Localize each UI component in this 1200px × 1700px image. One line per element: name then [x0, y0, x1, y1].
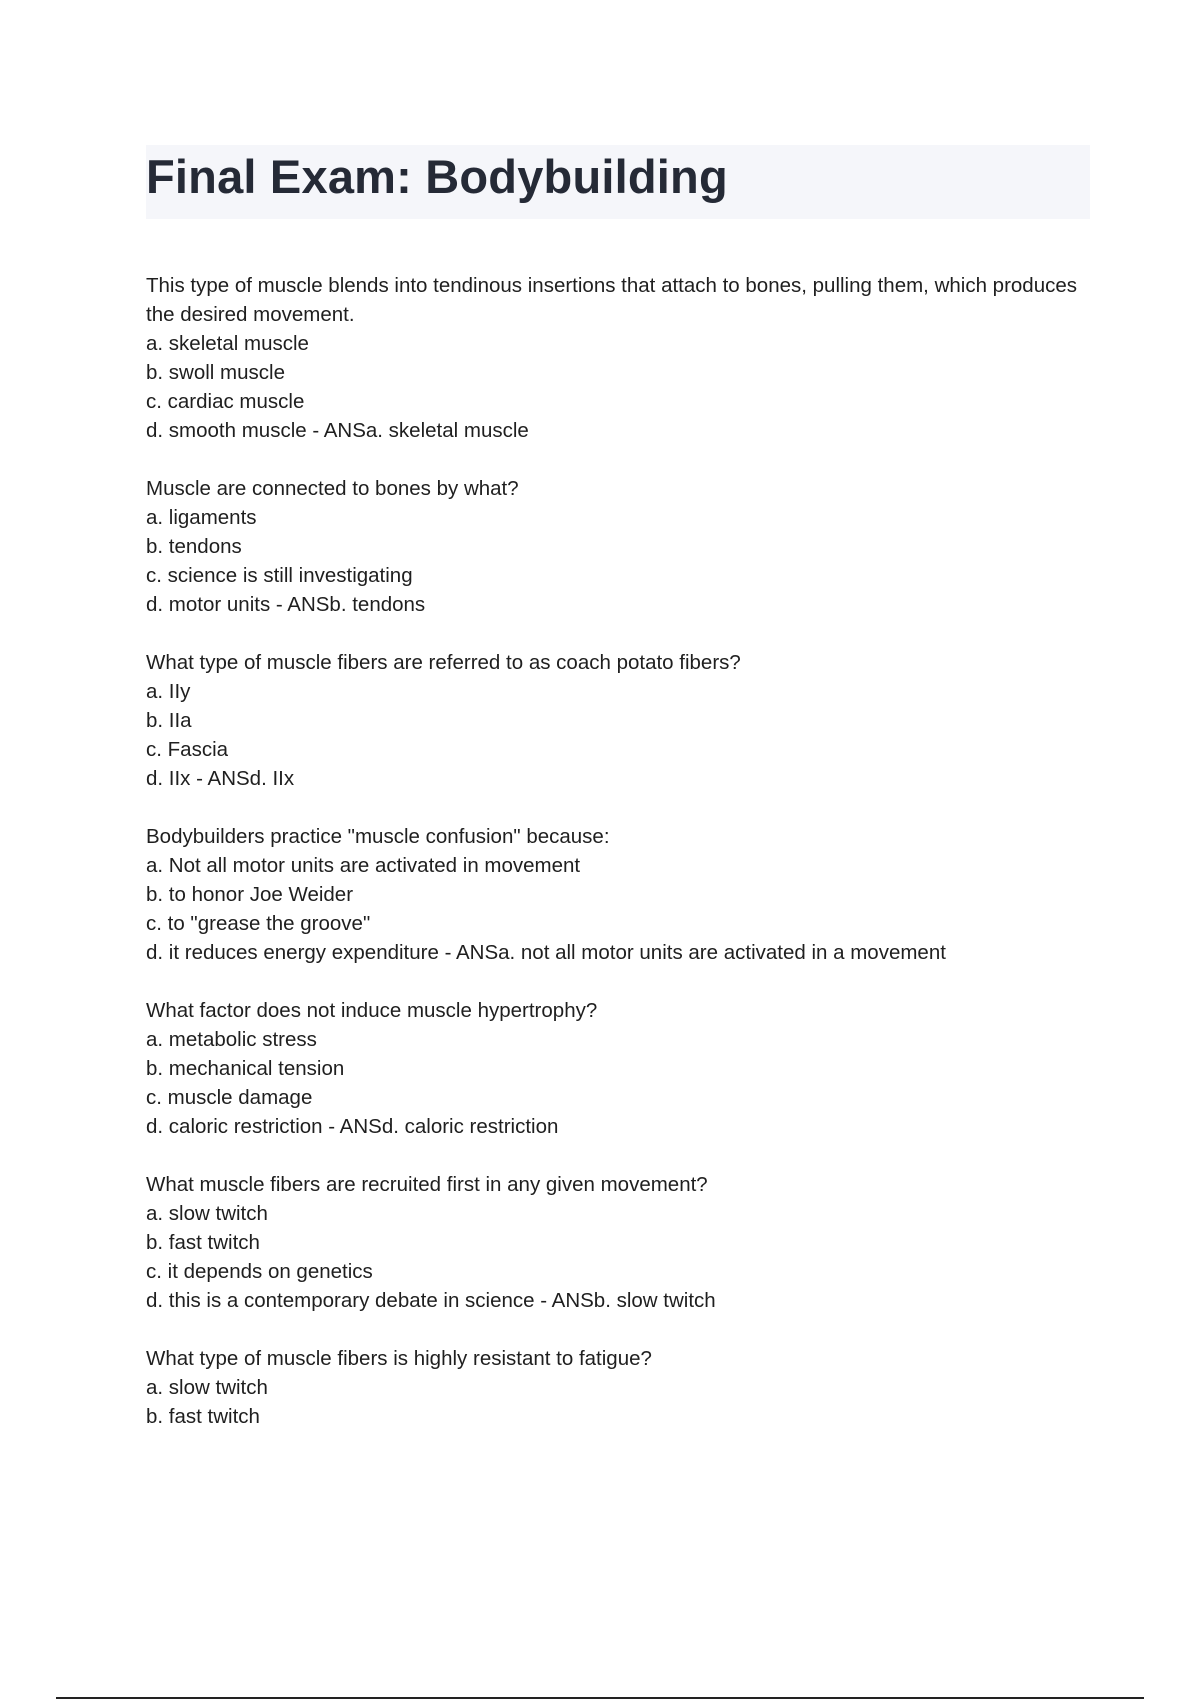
question-prompt: Bodybuilders practice "muscle confusion" because: — [146, 825, 610, 848]
answer-option: d. it reduces energy expenditure - ANSa. not all motor units are activated in a movement — [146, 941, 946, 964]
answer-option: a. metabolic stress — [146, 1028, 317, 1051]
answer-option: c. muscle damage — [146, 1086, 313, 1109]
answer-option: d. motor units - ANSb. tendons — [146, 593, 426, 616]
answer-option: a. slow twitch — [146, 1202, 268, 1225]
question-2 — [146, 474, 1086, 619]
answer-option: d. caloric restriction - ANSd. caloric restriction — [146, 1115, 559, 1138]
answer-option: a. Not all motor units are activated in movement — [146, 854, 581, 877]
question-3 — [146, 648, 1086, 793]
answer-option: d. IIx - ANSd. IIx — [146, 767, 295, 790]
footer-divider — [56, 1697, 1144, 1699]
answer-option: a. skeletal muscle — [146, 332, 309, 355]
question-prompt: What muscle fibers are recruited first in any given movement? — [146, 1173, 708, 1196]
answer-option: c. it depends on genetics — [146, 1260, 373, 1283]
question-7 — [146, 1344, 1086, 1431]
question-4 — [146, 822, 1086, 967]
question-6 — [146, 1170, 1086, 1315]
answer-option: d. this is a contemporary debate in science - ANSb. slow twitch — [146, 1289, 716, 1312]
question-prompt: What factor does not induce muscle hypertrophy? — [146, 999, 598, 1022]
answer-option: b. fast twitch — [146, 1405, 260, 1428]
page-title: Final Exam: Bodybuilding — [146, 150, 728, 203]
answer-option: c. Fascia — [146, 738, 229, 761]
answer-option: a. IIy — [146, 680, 191, 703]
answer-option: b. swoll muscle — [146, 361, 285, 384]
question-prompt: Muscle are connected to bones by what? — [146, 477, 519, 500]
answer-option: d. smooth muscle - ANSa. skeletal muscle — [146, 419, 529, 442]
answer-option: c. to "grease the groove" — [146, 912, 371, 935]
answer-option: b. to honor Joe Weider — [146, 883, 354, 906]
answer-option: a. slow twitch — [146, 1376, 268, 1399]
answer-option: c. cardiac muscle — [146, 390, 305, 413]
answer-option: a. ligaments — [146, 506, 257, 529]
question-prompt: What type of muscle fibers is highly resistant to fatigue? — [146, 1347, 652, 1370]
title-banner — [146, 145, 1090, 219]
question-5 — [146, 996, 1086, 1141]
answer-option: b. fast twitch — [146, 1231, 260, 1254]
answer-option: c. science is still investigating — [146, 564, 413, 587]
answer-option: b. IIa — [146, 709, 192, 732]
question-prompt: This type of muscle blends into tendinous insertions that attach to bones, pulling them, which produces the desired movement. — [146, 274, 1078, 326]
question-prompt: What type of muscle fibers are referred to as coach potato fibers? — [146, 651, 741, 674]
answer-option: b. mechanical tension — [146, 1057, 345, 1080]
answer-option: b. tendons — [146, 535, 242, 558]
question-1 — [146, 271, 1086, 445]
questions-list — [146, 271, 1086, 1460]
